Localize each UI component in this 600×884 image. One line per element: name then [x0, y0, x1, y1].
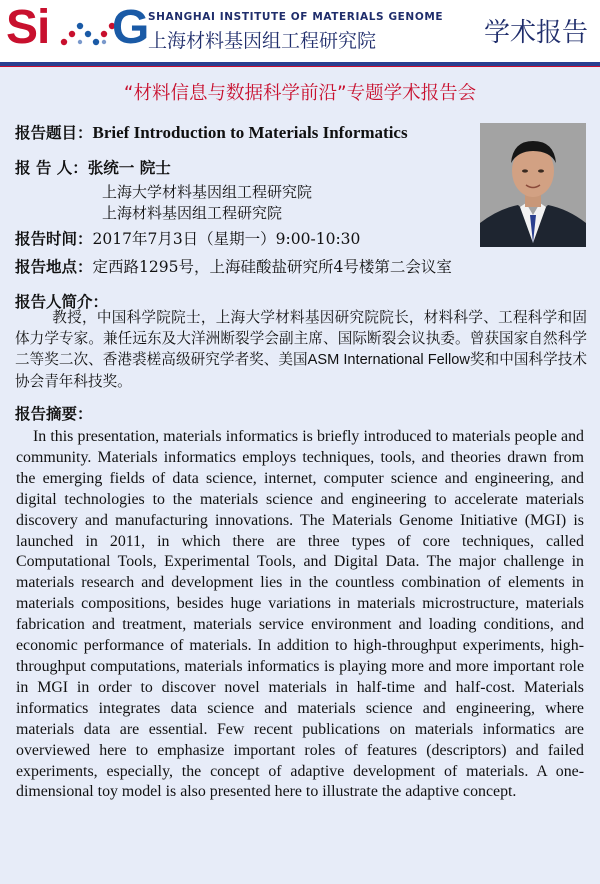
- bio-heading: 报告人简介：: [15, 292, 109, 311]
- bio-text-en: ASM International Fellow: [307, 352, 470, 368]
- speaker-photo: [480, 123, 586, 247]
- bio-text-b: 奖和中国科学技术协会青年科技奖。: [15, 351, 587, 390]
- logo-g: G: [112, 1, 150, 54]
- place-label: 报告地点：: [15, 257, 93, 276]
- bio-text-a: 教授，中国科学院院士，上海大学材料基因研究院院长，材料科学、工程科学和固体力学专家。兼任远东及大洋洲断裂学会副主席、国际断裂会议执委。曾获国家自然科学二等奖二次、香港裘槎高级研究学者奖、美国: [15, 309, 587, 368]
- topic-value: Brief Introduction to Materials Informatics: [92, 123, 408, 142]
- institute-name-cn: 上海材料基因组工程研究院: [148, 30, 377, 52]
- time-label: 报告时间：: [15, 229, 93, 248]
- affiliation-1: 上海大学材料基因组工程研究院: [102, 183, 313, 201]
- speaker-row: [15, 158, 171, 178]
- content-panel: [0, 67, 600, 884]
- place-value: 定西路1295号，上海硅酸盐研究所4号楼第二会议室: [92, 258, 452, 276]
- logo-dots-icon: [58, 12, 120, 48]
- event-title: “材料信息与数据科学前沿”专题学术报告会: [123, 83, 477, 104]
- speaker-value: 张统一 院士: [87, 158, 171, 177]
- page-header: [0, 0, 600, 62]
- time-value: 2017年7月3日（星期一）9:00-10:30: [92, 230, 361, 248]
- abstract-heading: 报告摘要：: [15, 404, 93, 423]
- time-row: [15, 229, 360, 249]
- topic-row: [15, 123, 408, 143]
- speaker-label: 报 告 人：: [15, 158, 88, 177]
- institute-name-en: SHANGHAI INSTITUTE OF MATERIALS GENOME: [148, 11, 444, 23]
- page-tag: 学术报告: [483, 18, 588, 48]
- topic-label: 报告题目：: [15, 123, 93, 142]
- affiliation-2: 上海材料基因组工程研究院: [102, 204, 283, 222]
- logo-si: Si: [6, 1, 50, 54]
- place-row: [15, 257, 452, 277]
- bio-text: [15, 307, 587, 392]
- abstract-text: In this presentation, materials informatics is briefly introduced to materials people and community. Materials informatics employs techniques, tools, and theories drawn from the emerging fields of data science, internet, computer science and engineering, and digital technologies to the materials science and engineering to accelerate materials discovery and manufacturing innovations. The Materials Genome Initiative (MGI) is launched in 2011, in which there are three types of core techniques, called Computational Tools, Experimental Tools, and Digital Data. The major challenge in materials research and development lies in the countless combination of elements in materials compositions, besides huge variations in materials microstructure, materials fabrication and treatment, materials service environment and loading conditions, and economic performance of materials. In addition to high-throughput experiments, high-throughput computations, materials informatics is playing more and more important role in MGI in order to discover novel materials in half-time and half-cost. Materials informatics integrates data science and materials science and engineering, where materials data are essential. Few recent publications on materials informatics are overviewed here to emphasize important roles of features (descriptors) and failed experiments, especially, the concept of adaptive development of materials. A one-dimensional toy model is also presented here to illustrate the adaptive concept.: [16, 428, 584, 801]
- speaker-portrait-icon: [480, 123, 586, 247]
